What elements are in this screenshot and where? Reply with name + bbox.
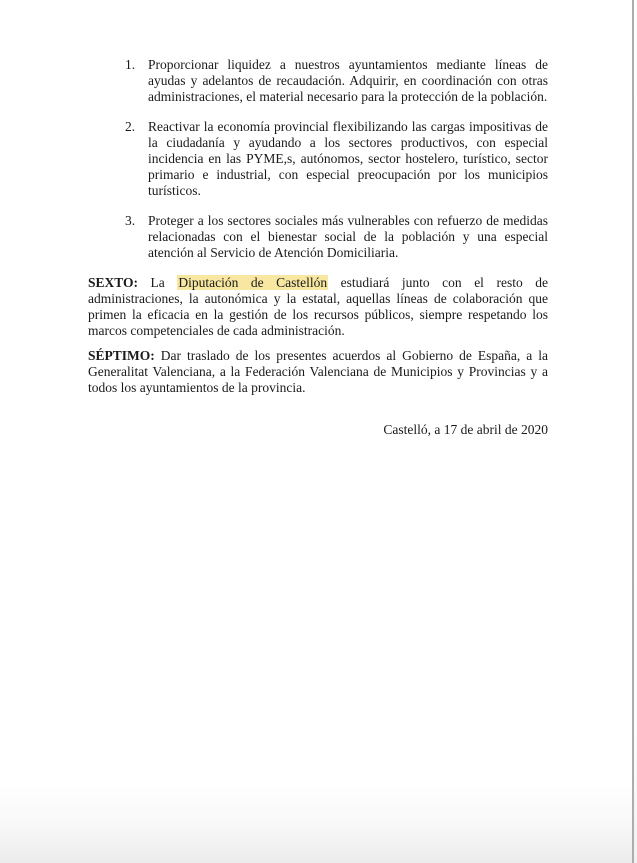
septimo-label: SÉPTIMO: <box>88 348 155 363</box>
sexto-text-after: estudiará junto con el resto de administraciones, la autonómica y la estatal, aquellas líneas de colaboración que primen la eficacia en la gestión de los recursos públicos, siempre respetando los marcos competenciales de cada administración. <box>88 275 548 338</box>
list-text-3: Proteger a los sectores sociales más vulnerables con refuerzo de medidas relacionadas con el bienestar social de la población y una especial atención al Servicio de Atención Domiciliaria. <box>148 213 548 260</box>
highlighted-phrase: Diputación de Castellón <box>178 275 328 290</box>
list-item-2 <box>88 119 548 199</box>
sexto-text-before: La <box>138 275 178 290</box>
sexto-label: SEXTO: <box>88 275 139 290</box>
septimo-text: Dar traslado de los presentes acuerdos al Gobierno de España, a la Generalitat Valenciana, a la Federación Valenciana de Municipios y Provincias y a todos los ayuntamientos de la provincia. <box>88 348 548 395</box>
paragraph-sexto <box>88 275 548 339</box>
list-item-3 <box>88 213 548 261</box>
dateline: Castelló, a 17 de abril de 2020 <box>383 422 548 437</box>
list-number-3: 3. <box>125 213 136 228</box>
list-text-2: Reactivar la economía provincial flexibilizando las cargas impositivas de la ciudadanía y ayudando a los sectores productivos, con especial incidencia en las PYME,s, autónomos, sector hostelero, turístico, sector primario e industrial, con especial preocupación por los municipios turísticos. <box>148 119 548 198</box>
list-text-1: Proporcionar liquidez a nuestros ayuntamientos mediante líneas de ayudas y adelantos de recaudación. Adquirir, en coordinación con otras administraciones, el material necesario para la protección de la población. <box>148 57 548 104</box>
list-number-1: 1. <box>125 57 136 72</box>
paragraph-septimo <box>88 348 548 396</box>
list-number-2: 2. <box>125 119 136 134</box>
document-content <box>88 57 548 452</box>
list-item-1 <box>88 57 548 105</box>
